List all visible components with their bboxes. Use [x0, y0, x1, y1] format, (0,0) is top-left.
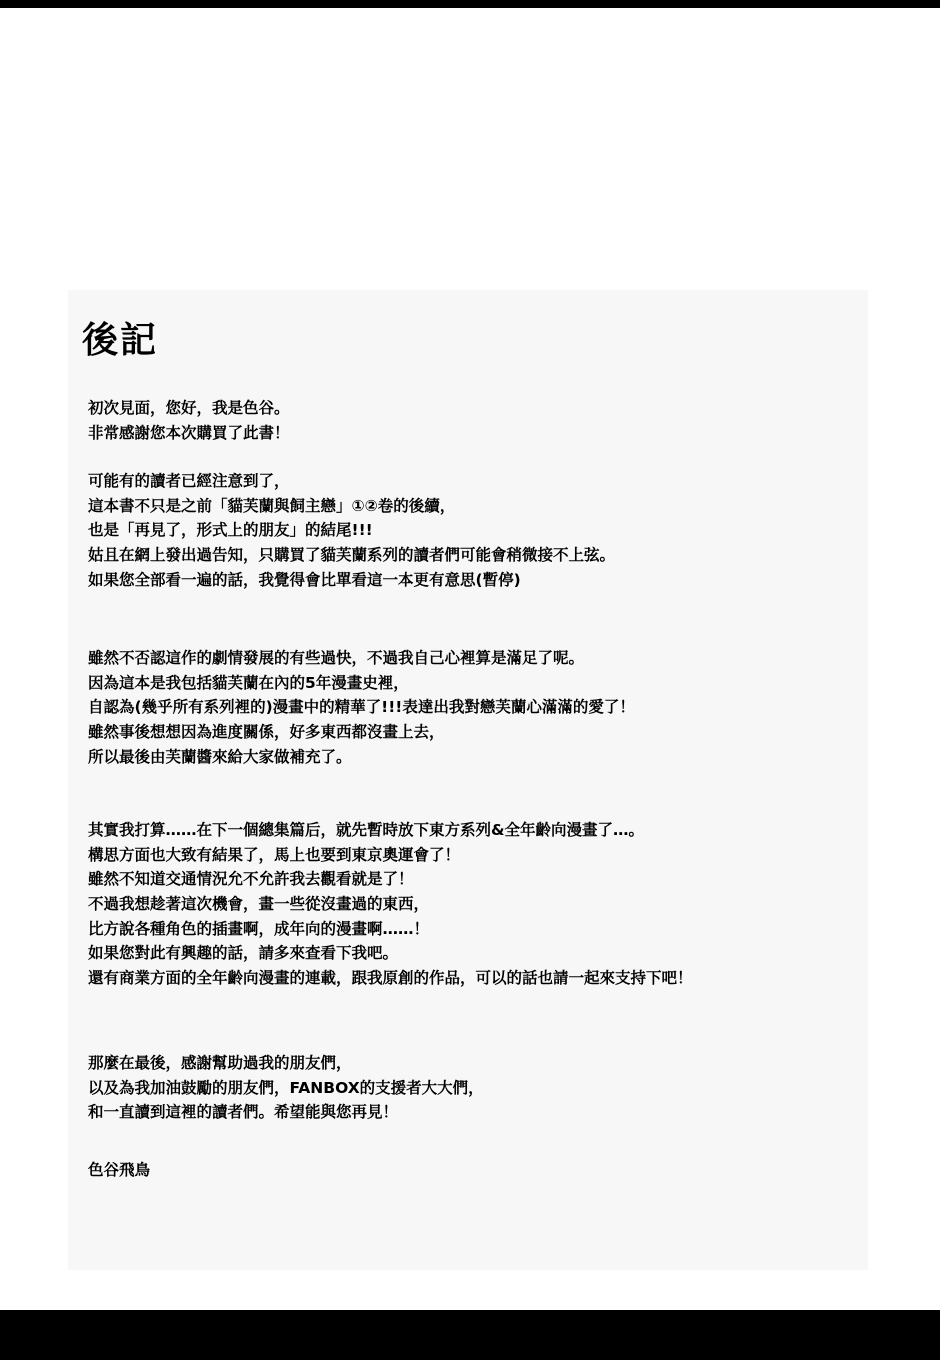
text-line: 雖然事後想想因為進度關係，好多東西都沒畫上去， — [88, 722, 445, 741]
text-line: 姑且在網上發出過告知，只購買了貓芙蘭系列的讀者們可能會稍微接不上弦。 — [88, 545, 616, 564]
paragraph-series-note — [88, 469, 878, 592]
text-line: 可能有的讀者已經注意到了， — [88, 472, 290, 491]
top-border — [0, 0, 940, 8]
text-line: 因為這本是我包括貓芙蘭在內的5年漫畫史裡， — [88, 673, 409, 692]
text-line: 不過我想趁著這次機會，畫一些從沒畫過的東西， — [88, 894, 430, 913]
bottom-border — [0, 1310, 940, 1360]
text-line: 以及為我加油鼓勵的朋友們，FANBOX的支援者大大們， — [88, 1078, 484, 1097]
page-title: 後記 — [82, 320, 159, 361]
text-line: 所以最後由芙蘭醬來給大家做補充了。 — [88, 747, 352, 766]
text-line: 非常感謝您本次購買了此書！ — [88, 423, 290, 442]
afterword-body — [88, 396, 878, 1183]
text-line: 比方說各種角色的插畫啊，成年向的漫畫啊……！ — [88, 919, 430, 938]
text-line: 初次見面，您好，我是色谷。 — [88, 399, 290, 417]
paragraph-greeting — [88, 396, 878, 445]
text-line: 雖然不知道交通情況允不允許我去觀看就是了！ — [88, 870, 414, 889]
text-line: 雖然不否認這作的劇情發展的有些過快，不過我自己心裡算是滿足了呢。 — [88, 649, 585, 668]
text-line: 也是「再見了，形式上的朋友」的結尾!!! — [88, 521, 373, 540]
text-line: 還有商業方面的全年齡向漫畫的連載，跟我原創的作品，可以的話也請一起來支持下吧！ — [88, 968, 693, 987]
text-line: 那麼在最後，感謝幫助過我的朋友們， — [88, 1054, 352, 1073]
paragraph-story-reflection — [88, 646, 878, 769]
text-line: 如果您對此有興趣的話，請多來查看下我吧。 — [88, 944, 399, 963]
text-line: 和一直讀到這裡的讀者們。希望能與您再見！ — [88, 1103, 399, 1122]
text-line: 自認為(幾乎所有系列裡的)漫畫中的精華了!!!表達出我對戀芙蘭心滿滿的愛了！ — [88, 698, 635, 717]
author-signature: 色谷飛鳥 — [88, 1161, 151, 1180]
text-line: 如果您全部看一遍的話，我覺得會比單看這一本更有意思(暫停) — [88, 570, 521, 589]
text-line: 其實我打算……在下一個總集篇后，就先暫時放下東方系列&全年齡向漫畫了…。 — [88, 821, 645, 840]
paragraph-thanks — [88, 1051, 878, 1125]
text-line: 這本書不只是之前「貓芙蘭與飼主戀」①②卷的後續， — [88, 496, 456, 515]
paragraph-future-plans — [88, 818, 878, 990]
text-line: 構思方面也大致有結果了，馬上也要到東京奧運會了！ — [88, 845, 461, 864]
